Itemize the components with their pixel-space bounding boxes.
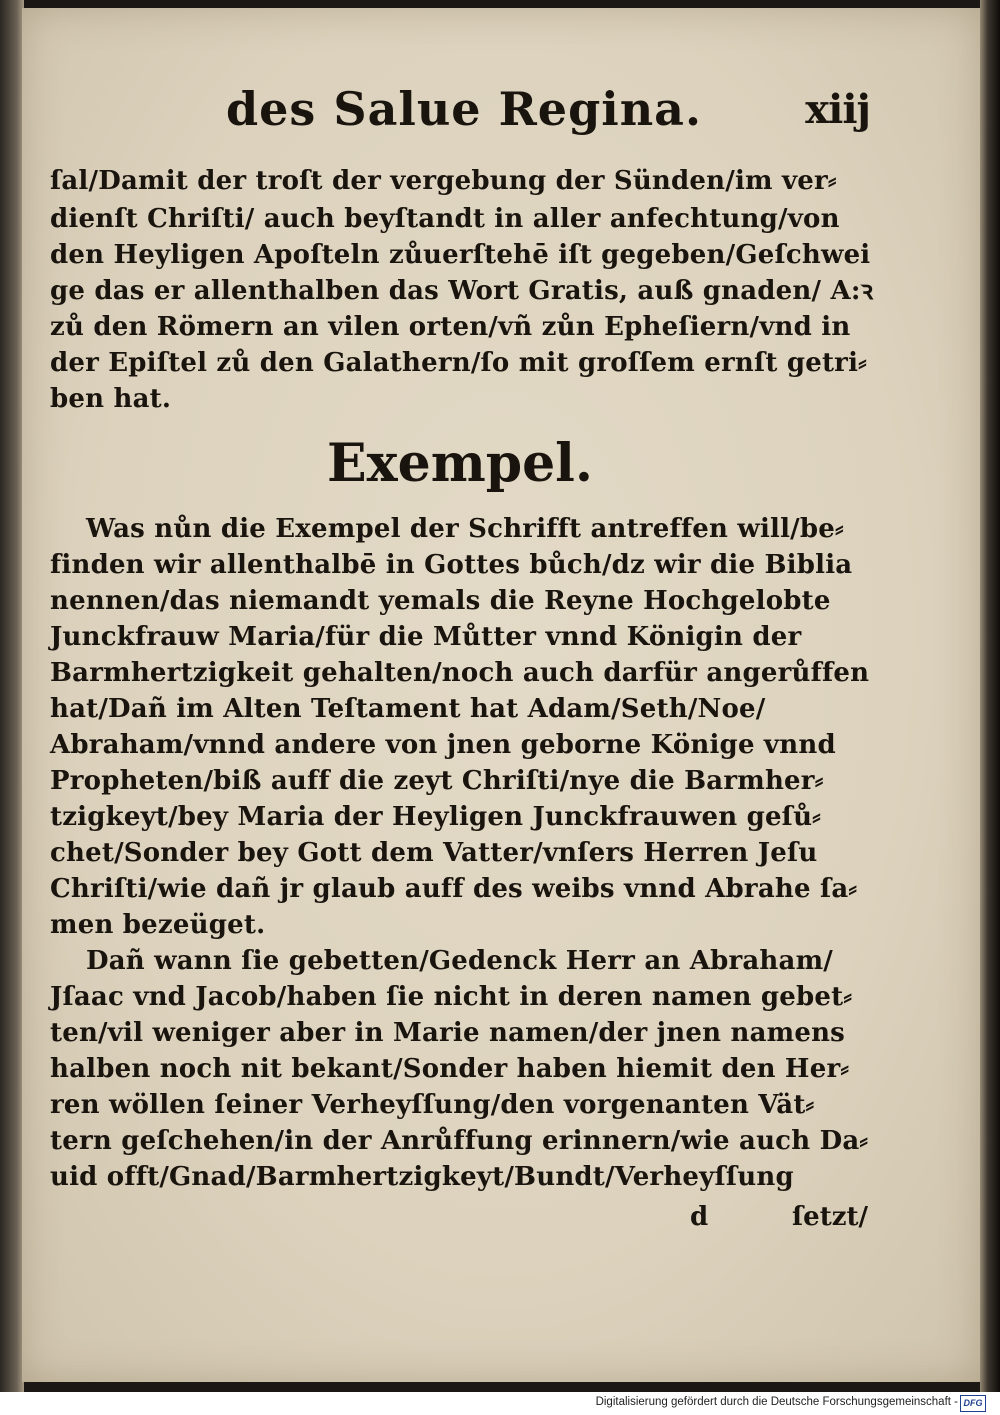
signature-mark: d <box>690 1202 709 1232</box>
text-line: Dañ wann ſie gebetten/Gedenck Herr an Abraham/ <box>86 946 833 976</box>
text-line: ge das er allenthalben das Wort Gratis, auß gnaden/ A:ꝛ <box>50 276 874 306</box>
text-line: hat/Dañ im Alten Teſtament hat Adam/Seth/Noe/ <box>50 694 766 724</box>
text-line: der Epiſtel zů den Galathern/ſo mit groſſem ernſt getri⸗ <box>50 348 868 378</box>
text-line: Propheten/biß auff die zeyt Chriſti/nye die Barmher⸗ <box>50 766 824 796</box>
text-line: Junckfrauw Maria/für die Můtter vnnd Königin der <box>50 622 802 652</box>
running-head: des Salue Regina. <box>226 82 702 136</box>
text-line: Barmhertzigkeit gehalten/noch auch darfür angerůffen <box>50 658 870 688</box>
text-line: halben noch nit bekant/Sonder haben hiemit den Her⸗ <box>50 1054 850 1084</box>
book-edge-right <box>980 0 1000 1392</box>
catchword: ſetzt/ <box>792 1202 869 1232</box>
text-line: men bezeüget. <box>50 910 266 940</box>
section-heading: Exempel. <box>326 433 594 494</box>
text-line: Jſaac vnd Jacob/haben ſie nicht in deren namen gebet⸗ <box>50 982 853 1012</box>
text-line: dienſt Chriſti/ auch beyſtandt in aller anfechtung/von <box>50 204 840 234</box>
text-line: Abraham/vnnd andere von jnen geborne Könige vnnd <box>50 730 836 760</box>
text-line: ſal/Damit der troſt der vergebung der Sünden/im ver⸗ <box>50 166 837 196</box>
funding-credit: Digitalisierung gefördert durch die Deutsche Forschungsgemeinschaft - <box>595 1396 958 1408</box>
text-line: ten/vil weniger aber in Marie namen/der jnen namens <box>50 1018 846 1048</box>
text-line: Chriſti/wie dañ jr glaub auff des weibs vnnd Abrahe ſa⸗ <box>50 874 858 904</box>
text-line: tzigkeyt/bey Maria der Heyligen Junckfrauwen geſů⸗ <box>50 802 822 832</box>
dfg-logo: DFG <box>960 1395 986 1412</box>
page-header <box>50 82 870 146</box>
digitization-footer <box>0 1392 1000 1415</box>
text-line: tern geſchehen/in der Anrůffung erinnern/wie auch Da⸗ <box>50 1126 869 1156</box>
folio-number: xiij <box>805 86 870 133</box>
text-line: den Heyligen Apoſteln zůuerſtehē iſt gegeben/Geſchwei <box>50 240 871 270</box>
text-line: zů den Römern an vilen orten/vñ zůn Epheſiern/vnd in <box>50 312 851 342</box>
text-line: finden wir allenthalbē in Gottes bůch/dz wir die Biblia <box>50 550 853 580</box>
book-edge-left <box>0 0 24 1392</box>
text-line: nennen/das niemandt yemals die Reyne Hochgelobte <box>50 586 831 616</box>
text-line: ren wöllen ſeiner Verheyſſung/den vorgenanten Vät⸗ <box>50 1090 815 1120</box>
text-line: Was nůn die Exempel der Schrifft antreffen will/be⸗ <box>86 514 844 544</box>
text-line: ben hat. <box>50 384 172 414</box>
paper-page <box>22 8 980 1382</box>
text-line: chet/Sonder bey Gott dem Vatter/vnſers Herren Jeſu <box>50 838 818 868</box>
text-line: uid offt/Gnad/Barmhertzigkeyt/Bundt/Verheyſſung <box>50 1162 794 1192</box>
